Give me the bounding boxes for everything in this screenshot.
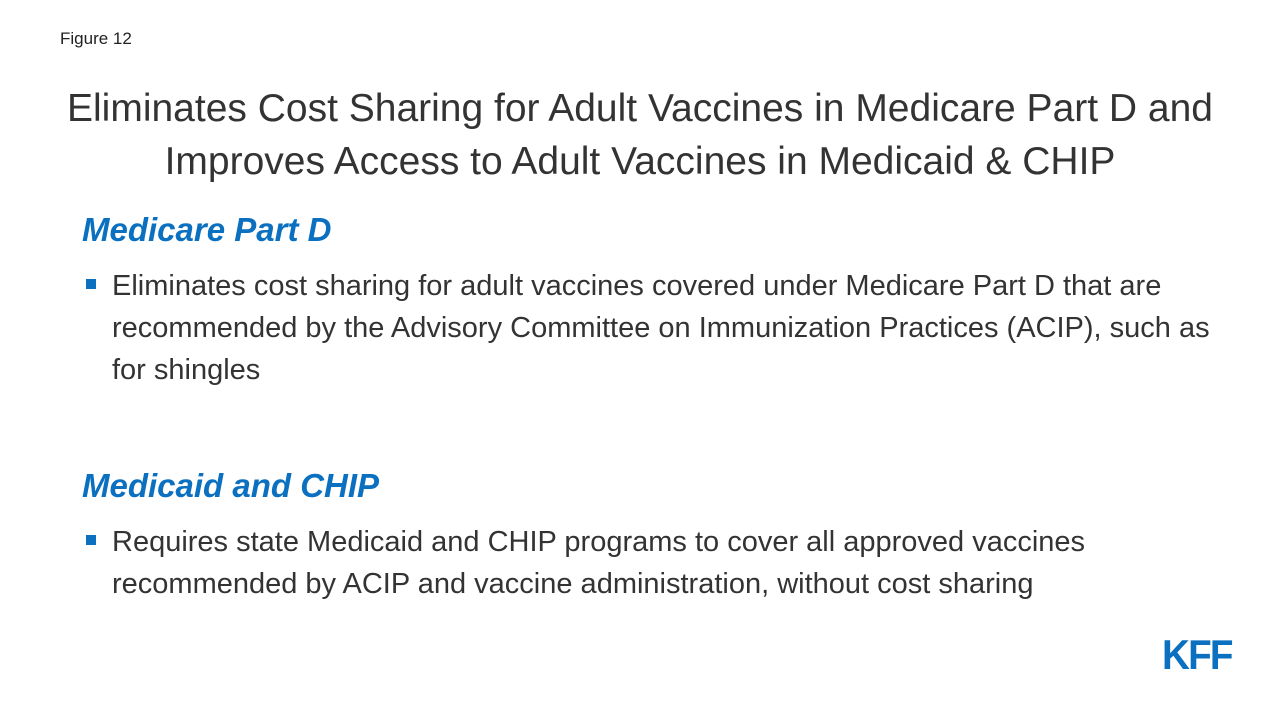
bullet-item	[82, 521, 1232, 605]
square-bullet-icon	[86, 535, 96, 545]
bullet-text: Eliminates cost sharing for adult vaccines covered under Medicare Part D that are recommended by the Advisory Committee on Immunization Practices (ACIP), such as for shingles	[112, 270, 1210, 386]
section-heading: Medicare Part D	[82, 211, 332, 248]
kff-logo: KFF	[1162, 631, 1232, 678]
section-medicare-part-d	[82, 210, 1232, 391]
slide-title: Eliminates Cost Sharing for Adult Vaccines in Medicare Part D and Improves Access to Adult Vaccines in Medicaid & CHIP	[67, 87, 1213, 183]
section-medicaid-chip	[82, 466, 1232, 605]
square-bullet-icon	[86, 279, 96, 289]
bullet-text: Requires state Medicaid and CHIP programs to cover all approved vaccines recommended by ACIP and vaccine administration, without cost sharing	[112, 526, 1086, 600]
figure-label: Figure 12	[60, 29, 132, 48]
bullet-item	[82, 265, 1232, 391]
section-heading: Medicaid and CHIP	[82, 467, 380, 504]
